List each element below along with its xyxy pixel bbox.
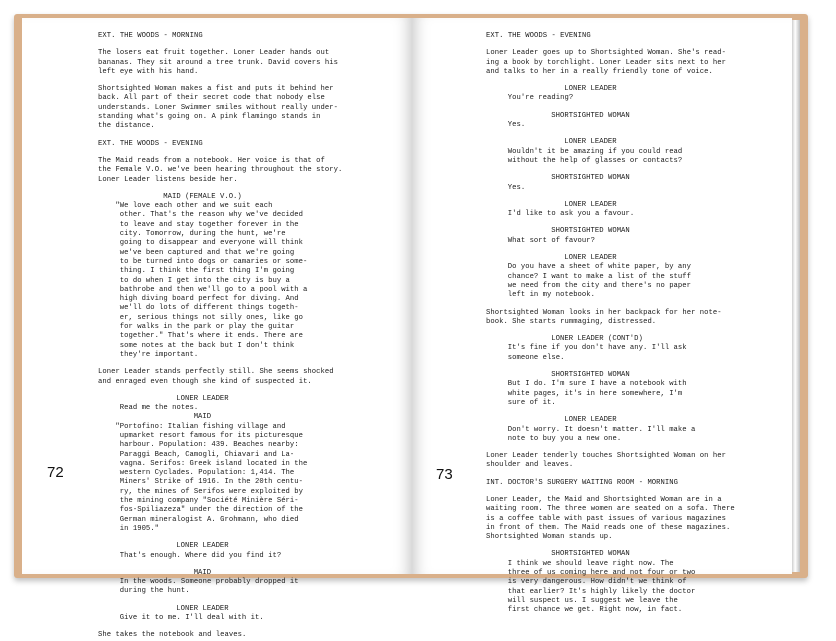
script-line: Loner Leader tenderly touches Shortsighted Woman on her [486, 452, 726, 461]
blank-line [486, 246, 735, 254]
script-line: SHORTSIGHTED WOMAN [551, 550, 630, 559]
script-line: German mineralogist A. Grohmann, who died [119, 515, 299, 524]
script-line: Shortsighted Woman makes a fist and puts it behind her [98, 85, 334, 94]
script-line: The losers eat fruit together. Loner Leader hands out [98, 49, 330, 58]
blank-line [486, 41, 735, 49]
blank-line [98, 387, 342, 395]
script-line: LONER LEADER [564, 138, 617, 147]
blank-line [98, 149, 342, 157]
script-line: SHORTSIGHTED WOMAN [551, 371, 630, 380]
script-line: the Female V.O. we've been hearing throughout the story. [98, 166, 343, 175]
blank-line [486, 104, 735, 112]
script-line: for walks in the park or play the guitar [119, 323, 295, 332]
script-line: Shortsighted Woman looks in her backpack for her note- [486, 308, 722, 317]
script-line: LONER LEADER [564, 416, 617, 425]
script-line: bathrobe and then we'll go to a pool with a [119, 285, 308, 294]
script-line: city. Tomorrow, during the hunt, we're [119, 230, 286, 239]
blank-line [486, 542, 735, 550]
script-line: standing what's going on. A pink flamingo stands in [98, 113, 321, 122]
script-line: someone else. [507, 353, 565, 362]
script-line: shoulder and leaves. [486, 461, 574, 470]
script-line: white pages, it's in here somewhere, I'm [507, 389, 683, 398]
script-line: we've been captured and that we're going [119, 248, 295, 257]
script-line: vagna. Serifos: Greek island located in the [119, 459, 308, 468]
script-line: bananas. They sit around a tree trunk. David covers his [98, 58, 338, 67]
blank-line [98, 561, 342, 569]
script-line: LONER LEADER [176, 604, 229, 613]
script-line: Loner Leader goes up to Shortsighted Woman. She's read- [486, 49, 726, 58]
script-line: together." That's where it ends. There are [119, 332, 304, 341]
script-line: LONER LEADER [564, 85, 617, 94]
left-page-number: 72 [47, 464, 64, 481]
blank-line [486, 193, 735, 201]
script-line: LONER LEADER (CONT'D) [551, 335, 643, 344]
script-line: ry, the mines of Serifos were exploited by [119, 487, 304, 496]
script-line: upmarket resort famous for its picturesque [119, 431, 304, 440]
script-line: left eye with his hand. [98, 67, 199, 76]
blank-line [486, 488, 735, 496]
script-line: thing. I think the first thing I'm going [119, 267, 295, 276]
script-line: and enraged even though she kind of suspected it. [98, 377, 312, 386]
blank-line [98, 623, 342, 631]
script-line: "Portofino: Italian fishing village and [115, 422, 286, 431]
script-line: Yes. [507, 121, 526, 130]
script-line: we need from the city and there's no paper [507, 281, 692, 290]
script-line: understands. Loner Swimmer smiles without really under- [98, 103, 338, 112]
script-line: Yes. [507, 183, 526, 192]
script-line: LONER LEADER [564, 254, 617, 263]
script-line: INT. DOCTOR'S SURGERY WAITING ROOM - MORNING [486, 478, 678, 487]
script-line: chance? I want to make a list of the stuff [507, 272, 692, 281]
script-line: ing a book by torchlight. Loner Leader sits next to her [486, 58, 726, 67]
script-line: I'd like to ask you a favour. [507, 210, 635, 219]
script-line: But I do. I'm sure I have a notebook with [507, 380, 687, 389]
script-line: er, serious things not silly ones, like go [119, 313, 304, 322]
script-line: What sort of favour? [507, 236, 596, 245]
script-line: You're reading? [507, 94, 574, 103]
blank-line [486, 77, 735, 85]
script-line: EXT. THE WOODS - EVENING [486, 32, 591, 40]
script-line: Paraggi Beach, Camogli, Chiavari and La- [119, 450, 295, 459]
script-line: three of us coming here and not four or two [507, 569, 696, 578]
script-line: waiting room. The three women are seated on a sofa. There [486, 505, 735, 514]
right-page [412, 18, 792, 615]
script-line: MAID [193, 413, 212, 422]
page-edges [792, 20, 800, 572]
blank-line [486, 444, 735, 452]
left-page-text [98, 32, 342, 641]
blank-line [98, 360, 342, 368]
script-line: LONER LEADER [176, 542, 229, 551]
blank-line [98, 132, 342, 140]
blank-line [98, 41, 342, 49]
script-line: Read me the notes. [119, 404, 199, 413]
script-line: without the help of glasses or contacts? [507, 156, 683, 165]
script-line: book. She starts rummaging, distressed. [486, 317, 657, 326]
script-line: high diving board perfect for diving. And [119, 295, 299, 304]
script-line: LONER LEADER [564, 200, 617, 209]
script-line: left in my notebook. [507, 291, 596, 300]
script-line: In the woods. Someone probably dropped it [119, 578, 299, 587]
script-line: and talks to her in a really friendly tone of voice. [486, 67, 713, 76]
script-line: the mining company "Société Minière Séri- [119, 497, 299, 506]
script-line: I think we should leave right now. The [507, 559, 674, 568]
script-line: the distance. [98, 122, 155, 131]
script-line: Do you have a sheet of white paper, by any [507, 263, 692, 272]
script-line: fos-Spiliazeza" under the direction of the [119, 506, 304, 515]
script-line: they're important. [119, 350, 199, 359]
blank-line [486, 301, 735, 309]
blank-line [486, 130, 735, 138]
blank-line [486, 166, 735, 174]
script-line: to be turned into dogs or camaries or some- [119, 257, 308, 266]
right-page-number: 73 [436, 466, 453, 483]
script-line: sure of it. [507, 398, 556, 407]
script-line: to do when I get into the city is buy a [119, 276, 290, 285]
blank-line [486, 219, 735, 227]
script-line: during the hunt. [119, 587, 190, 596]
blank-line [98, 185, 342, 193]
script-line: LONER LEADER [176, 394, 229, 403]
script-line: "We love each other and we suit each [115, 202, 273, 211]
blank-line [98, 77, 342, 85]
script-line: western Cyclades. Population: 1,414. The [119, 469, 295, 478]
script-line: SHORTSIGHTED WOMAN [551, 111, 630, 120]
script-line: first chance we get. Right now, in fact. [507, 606, 683, 615]
blank-line [98, 597, 342, 605]
script-line: Give it to me. I'll deal with it. [119, 614, 264, 623]
script-line: to leave and stay together forever in the [119, 220, 299, 229]
script-line: going to disappear and everyone will think [119, 239, 304, 248]
blank-line [486, 363, 735, 371]
left-page [22, 18, 412, 640]
script-line: EXT. THE WOODS - MORNING [98, 32, 203, 40]
script-line: is a coffee table with past issues of various magazines [486, 514, 726, 523]
blank-line [486, 471, 735, 479]
script-line: we'll do lots of different things togeth- [119, 304, 299, 313]
script-line: The Maid reads from a notebook. Her voice is that of [98, 156, 325, 165]
blank-line [486, 408, 735, 416]
script-line: back. All part of their secret code that nobody else [98, 94, 325, 103]
blank-line [98, 534, 342, 542]
script-line: Don't worry. It doesn't matter. I'll make a [507, 425, 696, 434]
script-line: other. That's the reason why we've decided [119, 211, 304, 220]
script-line: harbour. Population: 439. Beaches nearby: [119, 441, 299, 450]
script-line: MAID (FEMALE V.O.) [163, 192, 242, 201]
blank-line [486, 327, 735, 335]
script-line: Shortsighted Woman stands up. [486, 533, 613, 542]
script-line: in front of them. The Maid reads one of these magazines. [486, 523, 731, 532]
script-line: SHORTSIGHTED WOMAN [551, 227, 630, 236]
script-line: EXT. THE WOODS - EVENING [98, 139, 203, 148]
right-page-text [486, 32, 735, 616]
script-line: that earlier? It's highly likely the doctor [507, 587, 696, 596]
script-line: Loner Leader, the Maid and Shortsighted Woman are in a [486, 495, 722, 504]
script-line: SHORTSIGHTED WOMAN [551, 174, 630, 183]
script-line: Loner Leader listens beside her. [98, 175, 238, 184]
script-line: MAID [193, 568, 212, 577]
script-line: note to buy you a new one. [507, 434, 622, 443]
script-line: Wouldn't it be amazing if you could read [507, 147, 683, 156]
script-line: will suspect us. I suggest we leave the [507, 596, 678, 605]
script-line: She takes the notebook and leaves. [98, 631, 247, 640]
script-line: It's fine if you don't have any. I'll ask [507, 344, 687, 353]
script-line: is very dangerous. How didn't we think of [507, 578, 687, 587]
script-line: Miners' Strike of 1916. In the 20th centu- [119, 478, 304, 487]
script-line: That's enough. Where did you find it? [119, 551, 282, 560]
script-line: Loner Leader stands perfectly still. She seems shocked [98, 368, 334, 377]
script-line: some notes at the back but I don't think [119, 341, 295, 350]
script-line: in 1905." [119, 524, 160, 533]
